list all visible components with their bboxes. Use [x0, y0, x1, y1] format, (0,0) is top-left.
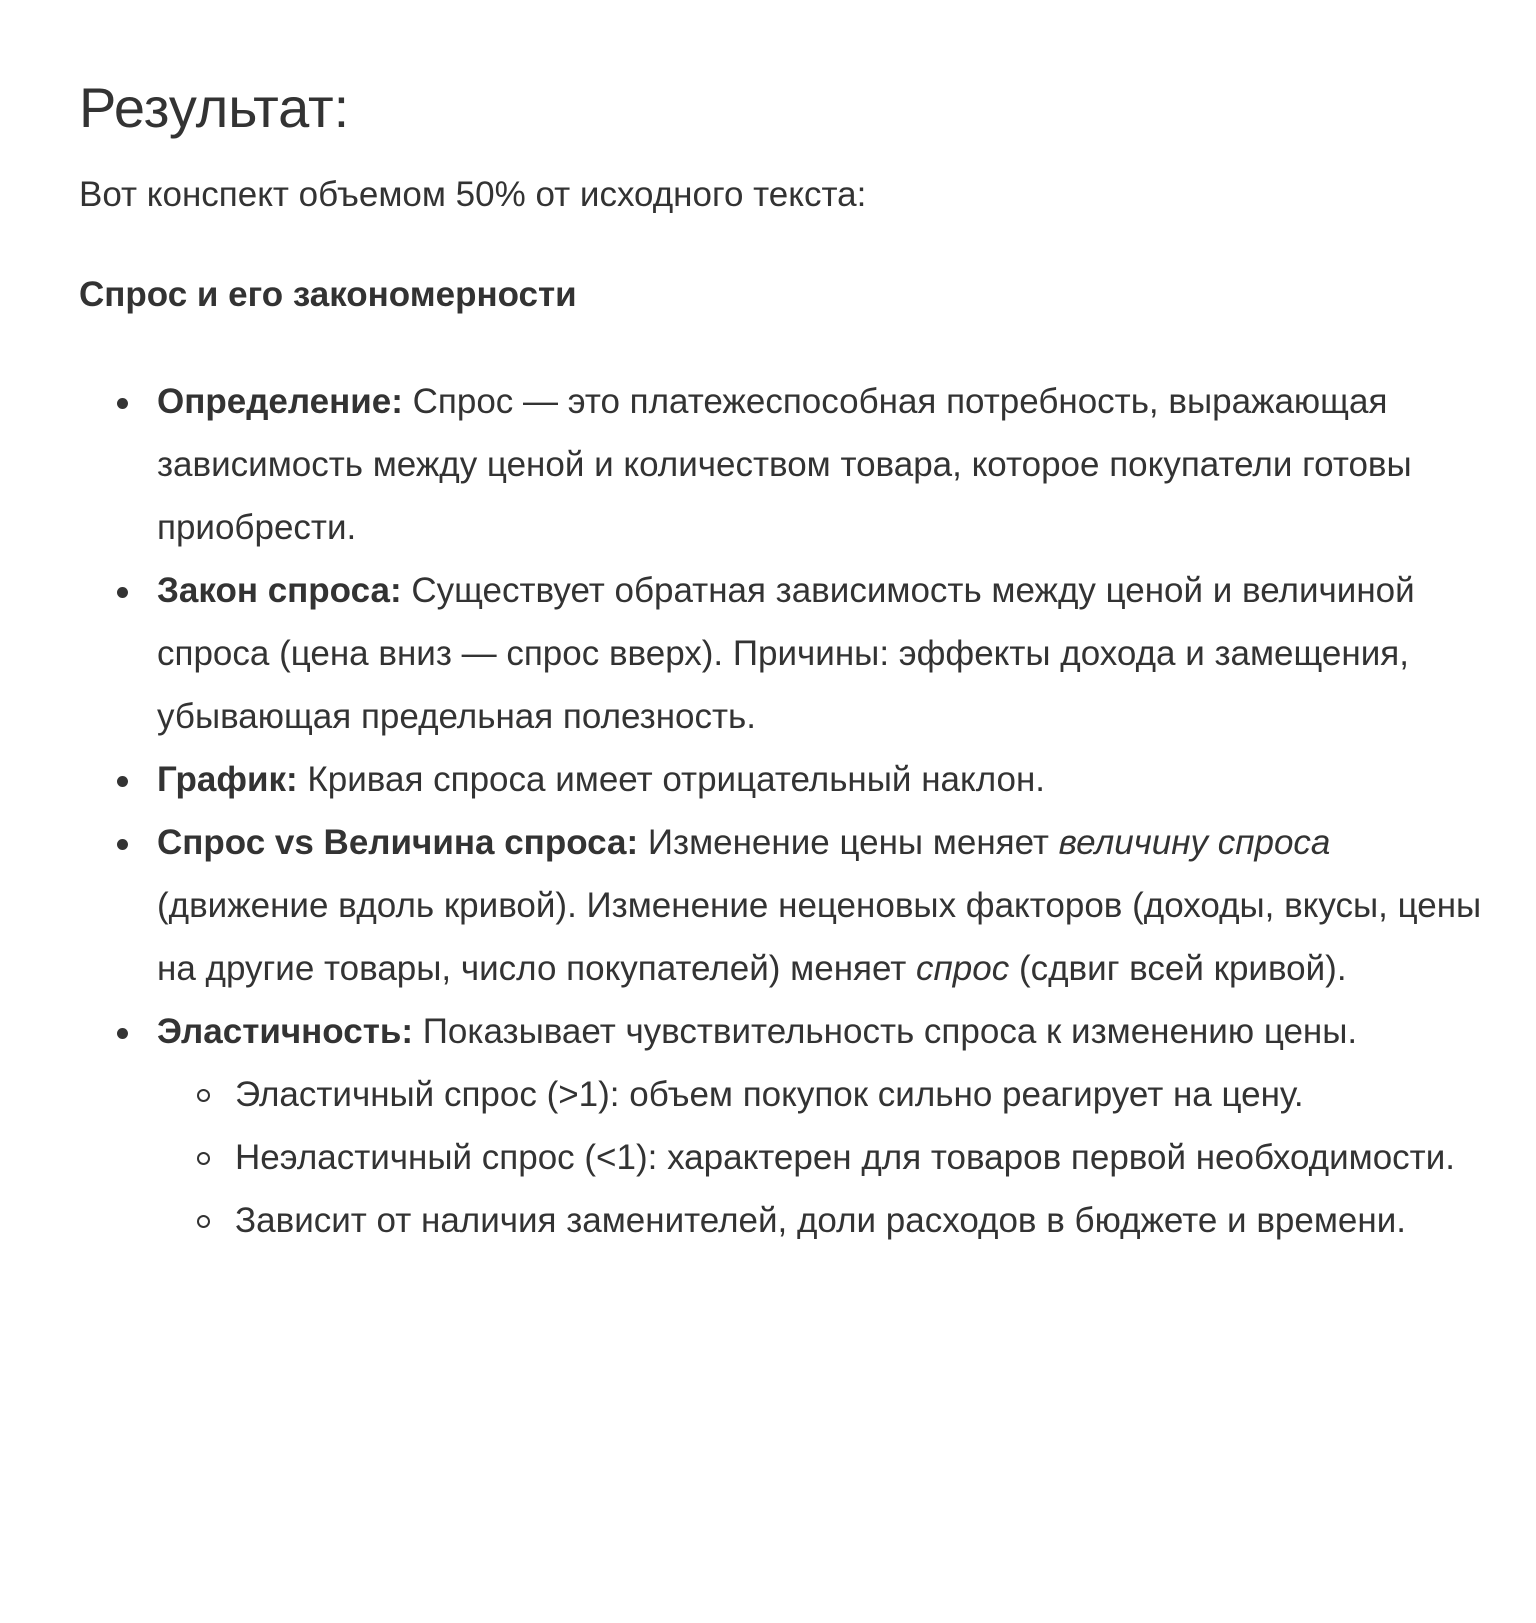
item-text: Кривая спроса имеет отрицательный наклон. [297, 760, 1046, 799]
list-item-graph [157, 748, 1483, 811]
term-label: График: [157, 760, 298, 799]
term-label: Закон спроса: [157, 571, 402, 610]
item-text: (движение вдоль кривой). Изменение неценовых факторов (доходы, вкусы, цены на другие товары, число покупателей) меняет [157, 886, 1482, 988]
sublist-item: Неэластичный спрос (<1): характерен для товаров первой необходимости. [235, 1126, 1483, 1189]
list-item-demand-vs-quantity [157, 811, 1483, 1000]
term-label: Определение: [157, 382, 403, 421]
item-text: Изменение цены меняет [638, 823, 1059, 862]
term-label: Спрос vs Величина спроса: [157, 823, 639, 862]
item-text: Спрос — это платежеспособная потребность, выражающая зависимость между ценой и количеством товара, которое покупатели готовы приобрести. [157, 382, 1412, 547]
page-title: Результат: [79, 76, 350, 139]
term-label: Эластичность: [157, 1012, 414, 1051]
sublist-item: Эластичный спрос (>1): объем покупок сильно реагирует на цену. [235, 1063, 1483, 1126]
sublist-item: Зависит от наличия заменителей, доли расходов в бюджете и времени. [235, 1189, 1483, 1252]
item-emphasis: спрос [916, 949, 1010, 988]
list-item-definition [157, 370, 1483, 559]
item-text: (сдвиг всей кривой). [1009, 949, 1347, 988]
list-item-law-of-demand [157, 559, 1483, 748]
summary-list [79, 370, 1483, 1252]
section-title: Спрос и его закономерности [79, 275, 577, 314]
intro-text: Вот конспект объемом 50% от исходного текста: [79, 175, 867, 214]
item-text: Показывает чувствительность спроса к изменению цены. [413, 1012, 1358, 1051]
elasticity-sublist [157, 1063, 1483, 1252]
list-item-elasticity [157, 1000, 1483, 1252]
item-text: Существует обратная зависимость между ценой и величиной спроса (цена вниз — спрос вверх). Причины: эффекты дохода и замещения, убывающая предельная полезность. [157, 571, 1415, 736]
item-emphasis: величину спроса [1058, 823, 1331, 862]
